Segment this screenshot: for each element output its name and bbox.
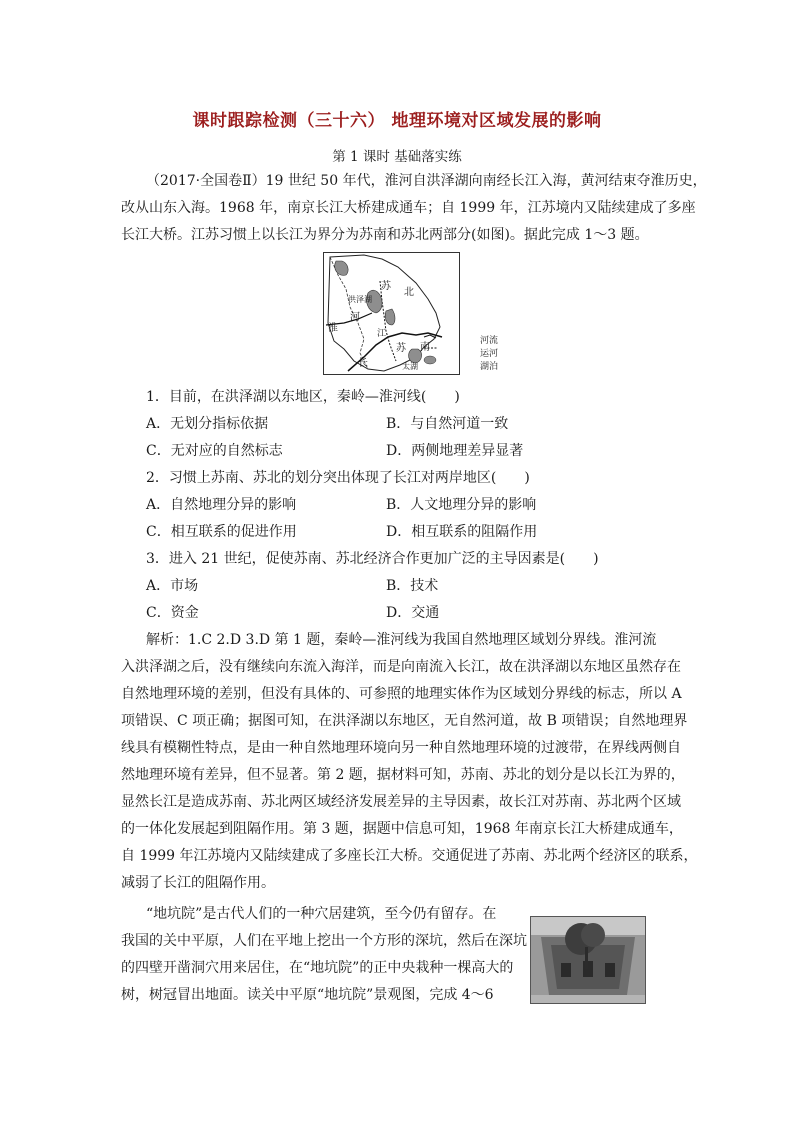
question-1-option-b: B．与自然河道一致: [386, 416, 509, 432]
page-title: 课时跟踪检测（三十六） 地理环境对区域发展的影响: [192, 111, 602, 131]
map-label-tai-lake: 太湖: [402, 362, 418, 371]
map-label-su-south-2: 南: [420, 342, 430, 353]
passage2-line-1: “地坑院”是古代人们的一种穴居建筑，至今仍有留存。在: [146, 906, 497, 922]
question-1-stem: 1．目前，在洪泽湖以东地区，秦岭—淮河线( ): [146, 389, 460, 405]
analysis-line-2: 入洪泽湖之后，没有继续向东流入海洋，而是向南流入长江，故在洪泽湖以东地区虽然存在: [121, 659, 681, 675]
jiangsu-map: [323, 252, 460, 375]
map-label-chang-1: 长: [358, 358, 368, 369]
intro-line-2: 改从山东入海。1968 年，南京长江大桥建成通车；自 1999 年，江苏境内又陆续建成了多座: [121, 200, 696, 216]
dikengyuan-photo-graphic: [531, 917, 645, 1003]
intro-line-3: 长江大桥。江苏习惯上以长江为界分为苏南和苏北两部分(如图)。据此完成 1～3 题。: [121, 227, 649, 243]
analysis-line-3: 自然地理环境的差别，但没有具体的、可参照的地理实体作为区域划分界线的标志，所以 A: [121, 686, 682, 702]
passage2-line-4: 树，树冠冒出地面。读关中平原“地坑院”景观图，完成 4～6: [121, 987, 494, 1003]
analysis-line-5: 线具有模糊性特点，是由一种自然地理环境向另一种自然地理环境的过渡带，在界线两侧自: [121, 740, 681, 756]
analysis-line-6: 然地理环境有差异，但不显著。第 2 题，据材料可知，苏南、苏北的划分是以长江为界的，: [121, 767, 685, 783]
question-3-option-d: D．交通: [386, 605, 440, 621]
map-label-su-south-1: 苏: [396, 343, 406, 354]
dikengyuan-photo: [530, 916, 646, 1004]
legend-lake: 湖泊: [480, 362, 499, 372]
analysis-line-8: 的一体化发展起到阻隔作用。第 3 题，据题中信息可知，1968 年南京长江大桥建成通车，: [121, 821, 683, 837]
analysis-line-4: 项错误、C 项正确；据图可知，在洪泽湖以东地区，无自然河道，故 B 项错误；自然地理界: [121, 713, 688, 729]
question-3-option-b: B．技术: [386, 578, 439, 594]
analysis-line-9: 自 1999 年江苏境内又陆续建成了多座长江大桥。交通促进了苏南、苏北两个经济区的联系，: [121, 848, 698, 864]
map-label-chang-2: 江: [377, 329, 387, 339]
question-3-option-a: A．市场: [146, 578, 199, 594]
map-label-huai-1: 淮: [328, 323, 338, 334]
analysis-line-7: 显然长江是造成苏南、苏北两区域经济发展差异的主导因素，故长江对苏南、苏北两个区域: [121, 794, 681, 810]
question-2-option-c: C．相互联系的促进作用: [146, 524, 297, 540]
analysis-line-1: 解析：1.C 2.D 3.D 第 1 题，秦岭—淮河线为我国自然地理区域划分界线。淮河流: [146, 632, 657, 648]
map-label-hongze-lake: 洪泽湖: [348, 295, 372, 304]
analysis-line-10: 减弱了长江的阻隔作用。: [121, 875, 275, 891]
question-1-option-d: D．两侧地理差异显著: [386, 443, 524, 459]
question-2-option-b: B．人文地理分异的影响: [386, 497, 537, 513]
legend-river: 河流: [480, 336, 499, 346]
question-3-stem: 3．进入 21 世纪，促使苏南、苏北经济合作更加广泛的主导因素是( ): [146, 551, 599, 567]
intro-line-1: （2017·全国卷Ⅱ）19 世纪 50 年代，淮河自洪泽湖向南经长江入海，黄河结束夺淮历史，: [146, 173, 707, 189]
question-1-option-c: C．无对应的自然标志: [146, 443, 283, 459]
map-label-huai-2: 河: [350, 312, 360, 323]
question-2-option-d: D．相互联系的阻隔作用: [386, 524, 538, 540]
question-2-stem: 2．习惯上苏南、苏北的划分突出体现了长江对两岸地区( ): [146, 470, 530, 486]
passage2-line-2: 我国的关中平原，人们在平地上挖出一个方形的深坑，然后在深坑: [121, 933, 527, 949]
jiangsu-map-graphic: [324, 253, 459, 374]
question-1-option-a: A．无划分指标依据: [146, 416, 269, 432]
legend-canal: 运河: [480, 349, 499, 359]
question-3-option-c: C．资金: [146, 605, 199, 621]
passage2-line-3: 的四壁开凿洞穴用来居住，在“地坑院”的正中央栽种一棵高大的: [121, 960, 514, 976]
section-subtitle: 第 1 课时 基础落实练: [332, 149, 462, 165]
map-label-su-north-2: 北: [404, 287, 414, 298]
question-2-option-a: A．自然地理分异的影响: [146, 497, 297, 513]
map-label-su-north-1: 苏: [381, 281, 391, 292]
